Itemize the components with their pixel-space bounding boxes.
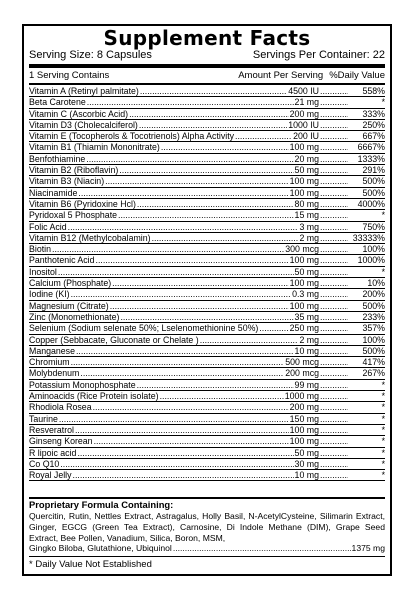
leader-dots [129, 109, 289, 119]
ingredient-daily-value: 500% [362, 345, 385, 356]
ingredient-name: Folic Acid [29, 221, 67, 232]
ingredient-daily-value: * [381, 458, 385, 469]
ingredient-daily-value: 200% [362, 289, 385, 300]
ingredient-name: Chromium [29, 357, 70, 368]
ingredient-name: Copper (Sebbacate, Gluconate or Chelate ) [29, 334, 199, 345]
ingredient-row [29, 357, 385, 368]
leader-dots [320, 323, 348, 333]
ingredient-amount: 100 mg [289, 436, 319, 447]
ingredient-row [29, 448, 385, 459]
servings-per-container: Servings Per Container: 22 [252, 49, 385, 61]
leader-dots [320, 459, 348, 469]
ingredient-row [29, 267, 385, 278]
ingredient-row [29, 188, 385, 199]
ingredient-daily-value: 291% [362, 165, 385, 176]
leader-dots [320, 86, 348, 96]
ingredient-row [29, 109, 385, 120]
leader-dots [320, 210, 348, 220]
column-header [29, 68, 385, 83]
leader-dots [320, 357, 348, 367]
leader-dots [320, 402, 348, 412]
ingredient-row [29, 301, 385, 312]
ingredient-name: Beta Carotene [29, 97, 86, 108]
leader-dots [320, 188, 348, 198]
leader-dots [320, 199, 348, 209]
ingredient-amount: 0.3 mg [292, 289, 319, 300]
ingredient-daily-value: 267% [362, 368, 385, 379]
ingredient-amount: 2 mg [299, 334, 319, 345]
leader-dots [160, 391, 284, 401]
ingredient-name: Magnesium (Citrate) [29, 300, 109, 311]
ingredient-row [29, 210, 385, 221]
ingredient-amount: 100 mg [289, 278, 319, 289]
ingredient-daily-value: * [381, 413, 385, 424]
leader-dots [105, 176, 289, 186]
leader-dots [320, 301, 348, 311]
ingredient-amount: 21 mg [294, 97, 319, 108]
ingredient-amount: 300 mcg [285, 244, 319, 255]
leader-dots [200, 335, 299, 345]
leader-dots [52, 244, 284, 254]
ingredient-amount: 10 mg [294, 470, 319, 481]
ingredient-daily-value: * [381, 379, 385, 390]
supplement-facts-panel [22, 24, 392, 576]
leader-dots [77, 448, 293, 458]
proprietary-last-line [29, 543, 385, 554]
leader-dots [96, 255, 289, 265]
ingredient-row [29, 323, 385, 334]
ingredient-row [29, 131, 385, 142]
leader-dots [137, 380, 294, 390]
ingredient-row [29, 244, 385, 255]
ingredient-name: Pyridoxal 5 Phosphate [29, 210, 118, 221]
ingredient-row [29, 459, 385, 470]
panel-title: Supplement Facts [103, 26, 311, 50]
column-amount-per-serving: Amount Per Serving [238, 70, 324, 81]
ingredient-name: Vitamin B1 (Thiamin Mononitrate) [29, 142, 160, 153]
ingredient-daily-value: * [381, 266, 385, 277]
serving-info [29, 49, 385, 62]
ingredient-row [29, 470, 385, 481]
leader-dots [235, 131, 292, 141]
ingredient-daily-value: * [381, 402, 385, 413]
daily-value-footnote: * Daily Value Not Established [29, 558, 152, 570]
leader-dots [60, 459, 293, 469]
ingredient-name: Potassium Monophosphate [29, 379, 136, 390]
ingredient-name: Vitamin B6 (Pyridoxine Hcl) [29, 198, 136, 209]
ingredient-name: Niacinamide [29, 187, 78, 198]
proprietary-title: Proprietary Formula Containing: [29, 499, 174, 511]
ingredient-name: Vitamin B2 (Riboflavin) [29, 165, 119, 176]
leader-dots [320, 335, 348, 345]
leader-dots [320, 278, 348, 288]
leader-dots [78, 188, 288, 198]
serving-size: Serving Size: 8 Capsules [29, 49, 152, 61]
ingredient-daily-value: 233% [362, 311, 385, 322]
leader-dots [112, 278, 289, 288]
leader-dots [68, 222, 299, 232]
leader-dots [58, 267, 294, 277]
ingredient-row [29, 176, 385, 187]
ingredient-daily-value: 100% [362, 334, 385, 345]
ingredient-row [29, 425, 385, 436]
ingredient-amount: 50 mg [294, 266, 319, 277]
leader-dots [259, 323, 288, 333]
ingredient-name: Inositol [29, 266, 57, 277]
ingredient-amount: 10 mg [294, 345, 319, 356]
leader-dots [320, 267, 348, 277]
leader-dots [73, 470, 294, 480]
ingredient-amount: 200 mcg [285, 368, 319, 379]
leader-dots [86, 154, 293, 164]
ingredient-amount: 15 mg [294, 210, 319, 221]
ingredient-amount: 30 mg [294, 458, 319, 469]
ingredient-amount: 100 mg [289, 255, 319, 266]
ingredient-name: Vitamin B12 (Methylcobalamin) [29, 232, 151, 243]
ingredient-list [29, 86, 385, 481]
leader-dots [320, 425, 348, 435]
ingredient-name: Calcium (Phosphate) [29, 278, 112, 289]
leader-dots [320, 255, 348, 265]
ingredient-name: Ginseng Korean [29, 436, 93, 447]
ingredient-amount: 100 mg [289, 142, 319, 153]
leader-dots [71, 357, 285, 367]
proprietary-amount: 1375 mg [351, 543, 385, 554]
ingredient-daily-value: 6667% [357, 142, 385, 153]
ingredient-amount: 99 mg [294, 379, 319, 390]
leader-dots [320, 380, 348, 390]
ingredient-daily-value: 750% [362, 221, 385, 232]
ingredient-name: Aminoacids (Rice Protein isolate) [29, 391, 159, 402]
leader-dots [320, 436, 348, 446]
ingredient-row [29, 199, 385, 210]
ingredient-row [29, 278, 385, 289]
ingredient-daily-value: 357% [362, 323, 385, 334]
leader-dots [320, 154, 348, 164]
ingredient-amount: 50 mg [294, 165, 319, 176]
ingredient-name: Vitamin D3 (Cholecalciferol) [29, 119, 138, 130]
ingredient-daily-value: 250% [362, 119, 385, 130]
leader-dots [71, 289, 292, 299]
ingredient-name: Rhodiola Rosea [29, 402, 92, 413]
leader-dots [139, 120, 287, 130]
ingredient-daily-value: 558% [362, 86, 385, 96]
ingredient-daily-value: * [381, 470, 385, 481]
column-serving-contains: 1 Serving Contains [29, 70, 110, 81]
ingredient-name: Resveratrol [29, 424, 74, 435]
ingredient-row [29, 86, 385, 97]
column-daily-value: %Daily Value [329, 70, 385, 81]
ingredient-daily-value: * [381, 97, 385, 108]
leader-dots [320, 222, 348, 232]
ingredient-name: Vitamin E (Tocopherols & Tocotrienols) Alpha Activity [29, 131, 235, 142]
ingredient-row [29, 120, 385, 131]
header-divider [29, 83, 385, 85]
ingredient-name: Benfothiamine [29, 153, 86, 164]
leader-dots [320, 346, 348, 356]
leader-dots [152, 233, 299, 243]
leader-dots [76, 346, 294, 356]
ingredient-row [29, 391, 385, 402]
leader-dots [320, 470, 348, 480]
ingredient-row [29, 312, 385, 323]
leader-dots [120, 312, 293, 322]
leader-dots [140, 86, 287, 96]
ingredient-daily-value: 417% [362, 357, 385, 368]
proprietary-formula [29, 497, 385, 553]
ingredient-name: Vitamin B3 (Niacin) [29, 176, 105, 187]
leader-dots [320, 414, 348, 424]
leader-dots [320, 289, 348, 299]
leader-dots [320, 233, 348, 243]
ingredient-amount: 20 mg [294, 153, 319, 164]
ingredient-daily-value: 667% [362, 131, 385, 142]
leader-dots [320, 244, 348, 254]
ingredient-amount: 500 mcg [285, 357, 319, 368]
ingredient-daily-value: 500% [362, 300, 385, 311]
leader-dots [320, 391, 348, 401]
ingredient-row [29, 414, 385, 425]
ingredient-row [29, 346, 385, 357]
proprietary-ingredients: Quercitin, Rutin, Nettles Extract, Astragalus, Holly Basil, N-AcetylCysteine, Silimarin Extract, Ginger, EGCG (Green Tea Extract), Carnosine, Di Indole Methane (DIM), Grape Seed Extract, Bee Pollen, Vanadium, Silica, Boron, MSM, [29, 511, 385, 543]
ingredient-daily-value: 333% [362, 108, 385, 119]
ingredient-amount: 100 mg [289, 300, 319, 311]
ingredient-row [29, 335, 385, 346]
ingredient-amount: 200 mg [289, 108, 319, 119]
ingredient-amount: 100 mg [289, 187, 319, 198]
ingredient-row [29, 255, 385, 266]
ingredient-row [29, 289, 385, 300]
ingredient-daily-value: 4000% [357, 198, 385, 209]
ingredient-amount: 200 IU [293, 131, 319, 142]
ingredient-daily-value: * [381, 447, 385, 458]
ingredient-daily-value: 10% [367, 278, 385, 289]
ingredient-row [29, 165, 385, 176]
ingredient-name: Royal Jelly [29, 470, 72, 481]
ingredient-daily-value: 500% [362, 187, 385, 198]
leader-dots [320, 165, 348, 175]
ingredient-amount: 200 mg [289, 402, 319, 413]
leader-dots [75, 425, 289, 435]
leader-dots [94, 436, 289, 446]
leader-dots [320, 448, 348, 458]
leader-dots [118, 210, 294, 220]
leader-dots [320, 312, 348, 322]
ingredient-name: Vitamin C (Ascorbic Acid) [29, 108, 129, 119]
leader-dots [320, 142, 348, 152]
ingredient-name: R lipoic acid [29, 447, 77, 458]
ingredient-row [29, 436, 385, 447]
ingredient-amount: 150 mg [289, 413, 319, 424]
leader-dots [87, 97, 294, 107]
ingredient-row [29, 233, 385, 244]
leader-dots [137, 199, 294, 209]
leader-dots [320, 176, 348, 186]
ingredient-amount: 250 mg [289, 323, 319, 334]
ingredient-row [29, 222, 385, 233]
leader-dots [173, 543, 351, 554]
ingredient-amount: 100 mg [289, 424, 319, 435]
ingredient-amount: 50 mg [294, 447, 319, 458]
ingredient-daily-value: * [381, 424, 385, 435]
ingredient-row [29, 142, 385, 153]
ingredient-name: Co Q10 [29, 458, 60, 469]
leader-dots [320, 97, 348, 107]
ingredient-daily-value: 33333% [352, 232, 385, 243]
ingredient-daily-value: * [381, 436, 385, 447]
ingredient-amount: 3 mg [299, 221, 319, 232]
ingredient-daily-value: 100% [362, 244, 385, 255]
leader-dots [320, 109, 348, 119]
ingredient-name: Manganese [29, 345, 75, 356]
ingredient-name: Zinc (Monomethionate) [29, 311, 120, 322]
leader-dots [320, 368, 348, 378]
ingredient-amount: 35 mg [294, 311, 319, 322]
ingredient-name: Vitamin A (Retinyl palmitate) [29, 86, 139, 96]
ingredient-name: Panthotenic Acid [29, 255, 95, 266]
leader-dots [110, 301, 289, 311]
leader-dots [119, 165, 293, 175]
ingredient-row [29, 154, 385, 165]
ingredient-name: Iodine (KI) [29, 289, 70, 300]
proprietary-last-ingredients: Gingko Biloba, Glutathione, Ubiquinol [29, 543, 172, 554]
ingredient-amount: 1000 mg [284, 391, 319, 402]
leader-dots [320, 131, 348, 141]
ingredient-row [29, 368, 385, 379]
ingredient-amount: 1000 IU [288, 119, 319, 130]
ingredient-row [29, 380, 385, 391]
ingredient-name: Taurine [29, 413, 58, 424]
ingredient-name: Biotin [29, 244, 52, 255]
ingredient-daily-value: 500% [362, 176, 385, 187]
leader-dots [59, 414, 289, 424]
leader-dots [161, 142, 289, 152]
ingredient-amount: 2 mg [299, 232, 319, 243]
ingredient-amount: 100 mg [289, 176, 319, 187]
ingredient-row [29, 97, 385, 108]
ingredient-daily-value: * [381, 391, 385, 402]
ingredient-name: Selenium (Sodium selenate 50%; Lselenomethionine 50%) [29, 323, 259, 334]
ingredient-row [29, 402, 385, 413]
ingredient-daily-value: 1333% [357, 153, 385, 164]
ingredient-amount: 80 mg [294, 198, 319, 209]
leader-dots [320, 120, 348, 130]
leader-dots [80, 368, 284, 378]
leader-dots [93, 402, 289, 412]
ingredient-daily-value: * [381, 210, 385, 221]
ingredient-daily-value: 1000% [357, 255, 385, 266]
ingredient-name: Molybdenum [29, 368, 80, 379]
ingredient-amount: 4500 IU [288, 86, 319, 96]
